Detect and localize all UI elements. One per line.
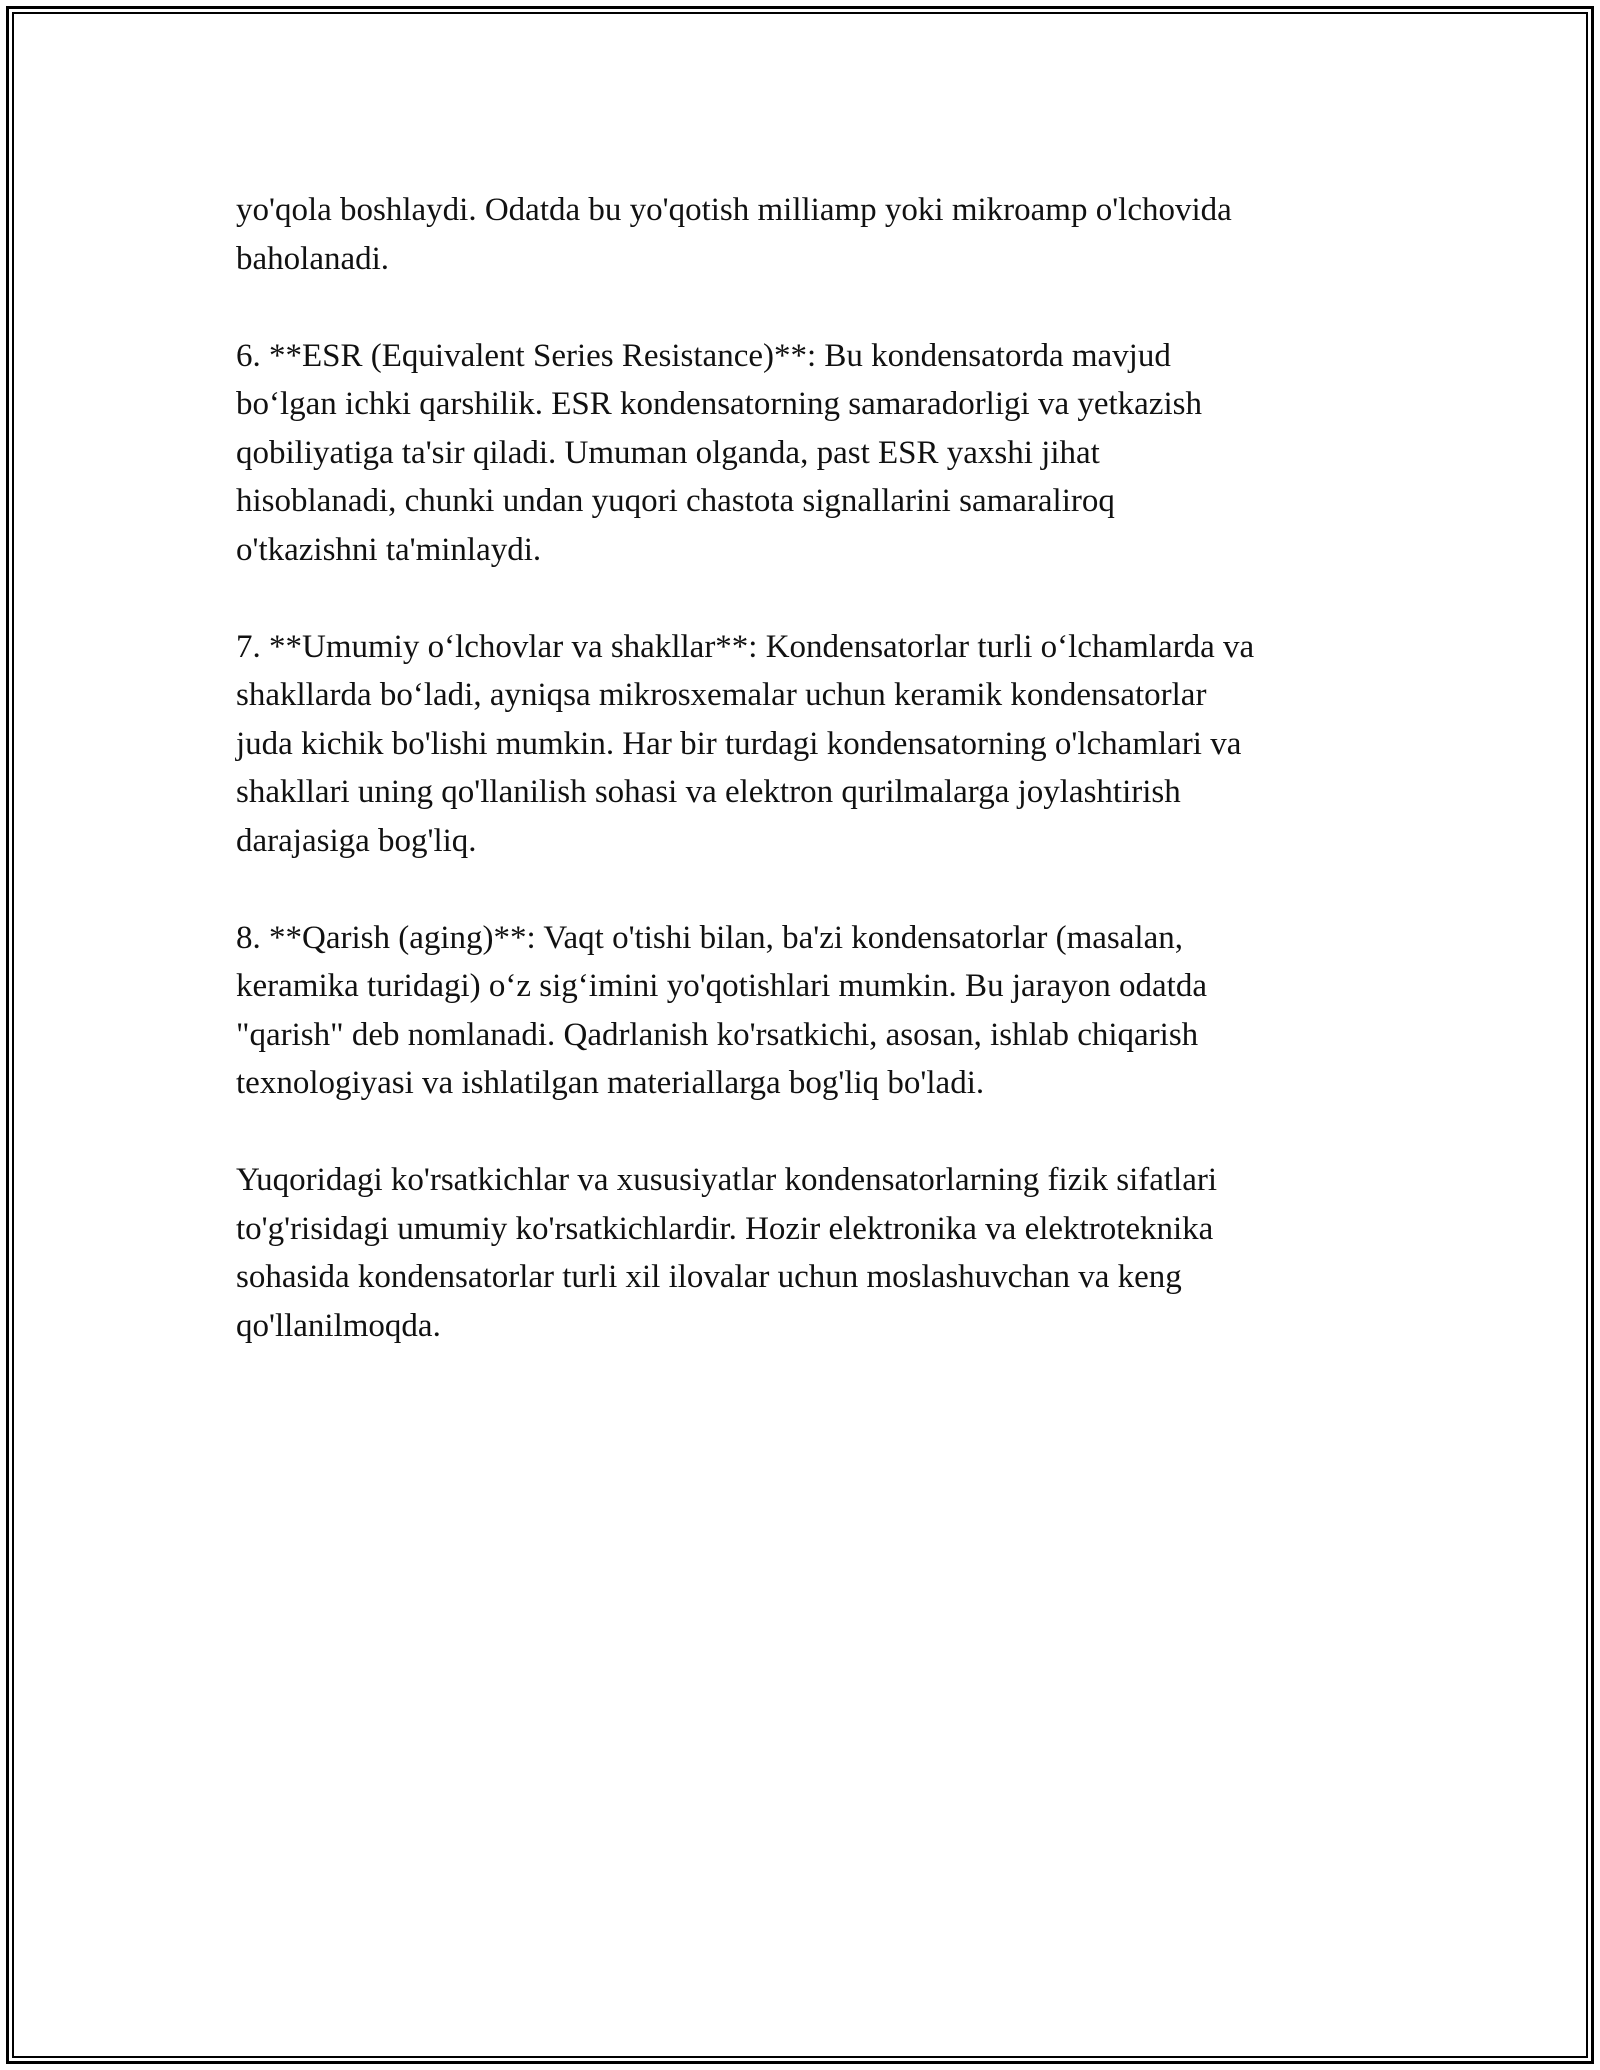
paragraph-continuation: yo'qola boshlaydi. Odatda bu yo'qotish milliamp yoki mikroamp o'lchovida baholanadi. [236, 192, 1232, 277]
paragraph-dimensions-shapes: 7. **Umumiy o‘lchovlar va shakllar**: Kondensatorlar turli o‘lchamlarda va shakllarda bo‘ladi, ayniqsa mikrosxemalar uchun keramik kondensatorlar juda kichik bo'lishi mumkin. Har bir turdagi kondensatorning o'lchamlari va shakllari uning qo'llanilish sohasi va elektron qurilmalarga joylashtirish darajasiga bog'liq. [236, 628, 1255, 859]
paragraph-esr: 6. **ESR (Equivalent Series Resistance)**: Bu kondensatorda mavjud bo‘lgan ichki qarshilik. ESR kondensatorning samaradorligi va yetkazish qobiliyatiga ta'sir qiladi. Umuman olganda, past ESR yaxshi jihat hisoblanadi, chunki undan yuqori chastota signallarini samaraliroq o'tkazishni ta'minlaydi. [236, 337, 1202, 568]
document-body [236, 186, 1396, 1399]
paragraph-conclusion: Yuqoridagi ko'rsatkichlar va xususiyatlar kondensatorlarning fizik sifatlari to'g'risidagi umumiy ko'rsatkichlardir. Hozir elektronika va elektroteknika sohasida kondensatorlar turli xil ilovalar uchun moslashuvchan va keng qo'llanilmoqda. [236, 1162, 1218, 1344]
paragraph-aging: 8. **Qarish (aging)**: Vaqt o'tishi bilan, ba'zi kondensatorlar (masalan, keramika turidagi) o‘z sig‘imini yo'qotishlari mumkin. Bu jarayon odatda "qarish" deb nomlanadi. Qadrlanish ko'rsatkichi, asosan, ishlab chiqarish texnologiyasi va ishlatilgan materiallarga bog'liq bo'ladi. [236, 919, 1207, 1101]
